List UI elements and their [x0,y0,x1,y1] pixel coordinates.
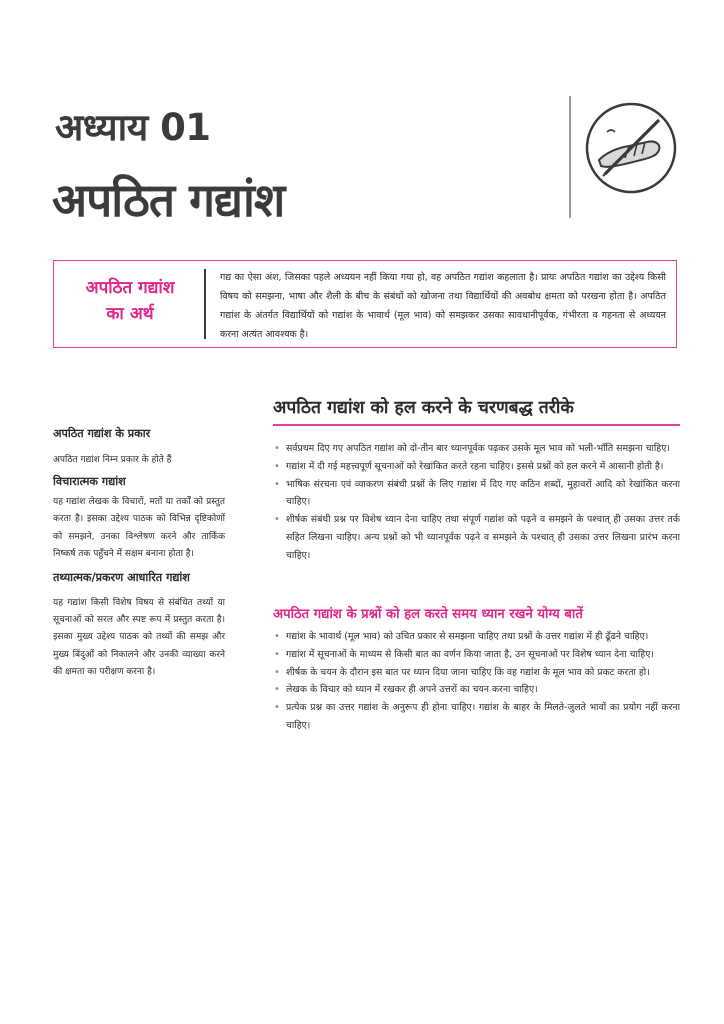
list-item: • गद्यांश में दी गई महत्त्वपूर्ण सूचनाओं को रेखांकित करते रहना चाहिए। इससे प्रश्नों को हल करने में आसानी होती है। [273,458,680,476]
list-item: • शीर्षक के चयन के दौरान इस बात पर ध्यान दिया जाना चाहिए कि वह गद्यांश के मूल भाव को प्रकट करता हो। [273,664,680,682]
meaning-title-line1: अपठित गद्यांश [85,278,175,298]
list-item: • भाषिक संरचना एवं व्याकरण संबंधी प्रश्नों के लिए गद्यांश में दिए गए कठिन शब्दों, मुहावरों आदि को रेखांकित करना चाहिए। [273,476,680,512]
page-title: अपठित गद्यांश [52,173,285,227]
steps-heading: अपठित गद्यांश को हल करने के चरणबद्ध तरीके [273,398,574,418]
chapter-number: अध्याय 01 [55,106,211,149]
type1-text: यह गद्यांश लेखक के विचारों, मतों या तर्कों को प्रस्तुत करता है। इसका उद्देश्य पाठक को विभिन्न दृष्टिकोणों को समझने, उनका विश्लेषण करने और तार्किक निष्कर्ष तक पहुँचने में सक्षम बनाना होता है। [53,497,225,559]
list-item: • गद्यांश में सूचनाओं के माध्यम से किसी बात का वर्णन किया जाता है, उन सूचनाओं पर विशेष ध्यान देना चाहिए। [273,646,680,664]
meaning-title [54,275,206,327]
types-intro: अपठित गद्यांश निम्न प्रकार के होते हैं [53,455,172,465]
list-item: • लेखक के विचार को ध्यान में रखकर ही अपने उत्तरों का चयन करना चाहिए। [273,681,680,699]
header-divider [569,96,571,218]
list-item: • सर्वप्रथम दिए गए अपठित गद्यांश को दो-तीन बार ध्यानपूर्वक पढ़कर उसके मूल भाव को भली-भाँति समझना चाहिए। [273,440,680,458]
type2-text: यह गद्यांश किसी विशेष विषय से संबंधित तथ्यों या सूचनाओं को सरल और स्पष्ट रूप में प्रस्तुत करता है। इसका मुख्य उद्देश्य पाठक को तथ्यों की समझ और मुख्य बिंदुओं को निकालने और उनकी व्याख्या करने की क्षमता का परीक्षण करना है। [53,598,225,677]
writing-hand-icon [585,102,677,194]
type1-heading: विचारात्मक गद्यांश [53,475,126,489]
tips-heading: अपठित गद्यांश के प्रश्नों को हल करते समय ध्यान रखने योग्य बातें [273,607,583,622]
meaning-box [53,260,677,348]
type2-heading: तथ्यात्मक/प्रकरण आधारित गद्यांश [53,571,190,585]
tips-list [273,628,680,735]
steps-list [273,440,680,565]
meaning-divider [204,269,206,339]
list-item: • प्रत्येक प्रश्न का उत्तर गद्यांश के अनुरूप ही होना चाहिए। गद्यांश के बाहर के मिलते-जुलते भावों का प्रयोग नहीं करना चाहिए। [273,699,680,735]
steps-heading-rule [273,424,680,426]
left-column [53,425,225,681]
list-item: • गद्यांश के भावार्थ (मूल भाव) को उचित प्रकार से समझना चाहिए तथा प्रश्नों के उत्तर गद्यांश में ही ढूँढने चाहिए। [273,628,680,646]
meaning-title-line2: का अर्थ [106,304,154,324]
list-item: • शीर्षक संबंधी प्रश्न पर विशेष ध्यान देना चाहिए तथा संपूर्ण गद्यांश को पढ़ने व समझने के पश्चात् ही उसका उत्तर तर्क सहित लिखना चाहिए। अन्य प्रश्नों को भी ध्यानपूर्वक पढ़ने व समझने के पश्चात् ही उसका उत्तर लिखना प्रारंभ करना चाहिए। [273,511,680,564]
types-heading: अपठित गद्यांश के प्रकार [53,427,151,440]
meaning-text: गद्य का ऐसा अंश, जिसका पहले अध्ययन नहीं किया गया हो, वह अपठित गद्यांश कहलाता है। प्रायः अपठित गद्यांश का उद्देश्य किसी विषय को समझना, भाषा और शैली के बीच के संबंधों को खोजना तथा विद्यार्थियों की अवबोध क्षमता को परखना होता है। अपठित गद्यांश के अंतर्गत विद्यार्थियों को गद्यांश के भावार्थ (मूल भाव) को समझकर उसका सावधानीपूर्वक, गंभीरता व गहनता से अध्ययन करना अत्यंत आवश्यक है। [220,272,666,340]
